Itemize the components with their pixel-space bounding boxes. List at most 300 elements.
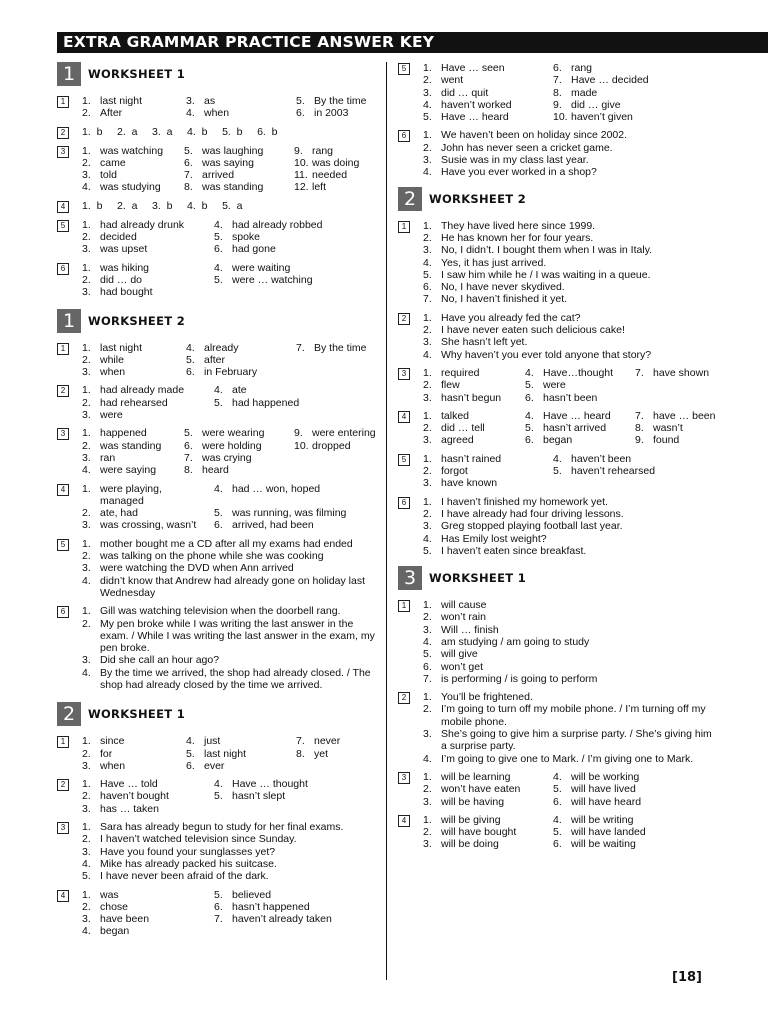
answer-text: arrived (202, 169, 235, 182)
exercise-answers (82, 95, 379, 120)
exercise-number-box: 3 (57, 428, 69, 440)
answer-item (214, 507, 379, 519)
answer-text: spoke (232, 231, 261, 244)
exercise-answers (423, 814, 718, 851)
answer-item (82, 286, 208, 298)
answer-text: had rehearsed (100, 396, 168, 409)
answer-item (82, 735, 180, 747)
answer-number: 6. (525, 434, 534, 447)
answer-item (296, 760, 379, 772)
answer-number: 1. (82, 888, 91, 901)
answer-text: have shown (653, 366, 710, 379)
answer-item (82, 384, 208, 396)
answer-number: 1. (82, 427, 91, 440)
answer-text: arrived, had been (232, 519, 314, 532)
answer-number: 3. (423, 86, 432, 99)
answer-item (553, 838, 718, 850)
answer-number: 4. (214, 384, 223, 397)
answer-text: told (100, 169, 117, 182)
answer-number: 5. (423, 268, 432, 281)
answer-text: needed (312, 169, 348, 182)
answer-item (82, 901, 208, 913)
answer-text: did … tell (441, 422, 485, 435)
answer-item (82, 778, 208, 790)
worksheet-section (398, 187, 718, 557)
answer-item (214, 286, 379, 298)
exercise-number-box: 1 (398, 221, 410, 233)
answer-text: Gill was watching television when the doorbell rang. (100, 605, 341, 618)
answer-item (423, 312, 718, 324)
exercise (57, 342, 379, 379)
answer-item (82, 157, 178, 169)
answer-number: 5. (82, 870, 91, 883)
answer-number (294, 464, 312, 476)
answer-item (553, 99, 718, 111)
answer-text (232, 286, 379, 298)
exercise-number-box: 1 (398, 600, 410, 612)
answer-item (82, 366, 180, 378)
exercise (57, 427, 379, 476)
answer-number: 6. (184, 156, 193, 169)
answer-text: were saying (100, 464, 157, 477)
answer-text: hasn’t arrived (543, 422, 607, 435)
answer-number: 2. (423, 74, 432, 87)
answer-number: 2. (423, 465, 432, 478)
answer-text: has … taken (100, 802, 159, 815)
answer-item (553, 796, 718, 808)
answer-number: 4. (186, 735, 195, 748)
answer-item (82, 274, 208, 286)
answer-number: 1. (82, 261, 91, 274)
answer-item (553, 453, 718, 465)
answer-text: did … give (571, 98, 621, 111)
exercise-answers (423, 62, 718, 123)
answer-item (82, 870, 379, 882)
exercise-answers (423, 129, 718, 178)
answer-text: had already robbed (232, 218, 323, 231)
answer-number: 3. (82, 845, 91, 858)
answer-text: was hiking (100, 261, 150, 274)
exercise-answers (82, 219, 379, 256)
answer-number: 4. (186, 107, 195, 120)
answer-text: ran (100, 451, 116, 464)
answer-number: 7. (423, 293, 432, 306)
answer-text: was (100, 888, 119, 901)
exercise-answers (82, 889, 379, 938)
answer-text: Greg stopped playing football last year. (441, 520, 623, 533)
answer-number: 5. (553, 826, 562, 839)
answer-text: will be working (571, 770, 640, 783)
answer-number: 5. (423, 111, 432, 124)
answer-number: 4. (423, 532, 432, 545)
answer-number: 3. (423, 154, 432, 167)
answer-text: am studying / am going to study (441, 635, 590, 648)
answer-text: were … watching (232, 273, 313, 286)
answer-item (423, 220, 718, 232)
answer-number: 9. (553, 98, 562, 111)
exercise-answers (423, 771, 718, 808)
answer-number: 4. (82, 574, 91, 587)
answer-text: was laughing (202, 144, 264, 157)
answer-text: in 2003 (314, 107, 349, 120)
answer-text: Will … finish (441, 623, 499, 636)
answer-number: 10. (294, 156, 309, 169)
answer-number: 4. (214, 218, 223, 231)
answer-text: Mike has already packed his suitcase. (100, 857, 277, 870)
answer-number: 1. (82, 735, 91, 748)
answer-number: 2. (82, 107, 91, 120)
exercise (57, 483, 379, 532)
answer-number: 6. (186, 759, 195, 772)
answer-text: Have … heard (543, 409, 611, 422)
answer-text: was talking on the phone while she was cooking (100, 550, 324, 563)
answer-number (294, 452, 312, 464)
answer-text: Has Emily lost weight? (441, 532, 547, 545)
answer-text: I saw him while he / I was waiting in a queue. (441, 268, 651, 281)
answer-text: No, I didn’t. I bought them when I was in Italy. (441, 244, 653, 257)
worksheet-heading (57, 309, 379, 333)
answer-number: 3. (423, 838, 432, 851)
answer-number: 2. (82, 833, 91, 846)
answer-text: I’m going to turn off my mobile phone. / I’m turning off my mobile phone. (441, 703, 706, 728)
answer-item (184, 157, 288, 169)
answer-text: never (314, 735, 341, 748)
exercise-answers (82, 778, 379, 815)
answer-item (423, 496, 718, 508)
exercise-answers (82, 735, 379, 772)
answer-item (214, 409, 379, 421)
answer-text: They have lived here since 1999. (441, 219, 596, 232)
answer-number: 5. (184, 144, 193, 157)
answer-number: 1. (82, 778, 91, 791)
exercise (398, 814, 718, 851)
answer-number (214, 286, 232, 298)
answer-number: 5. (214, 507, 223, 520)
answer-item (82, 748, 180, 760)
answer-item (423, 520, 718, 532)
answer-text: won’t rain (441, 611, 486, 624)
exercise (57, 200, 379, 213)
answer-text: By the time (314, 341, 367, 354)
answer-item (296, 107, 379, 119)
exercise-answers (423, 312, 718, 361)
answer-number: 4. (82, 181, 91, 194)
exercise-answers (82, 427, 379, 476)
exercise-number-box: 6 (57, 263, 69, 275)
answer-item (82, 231, 208, 243)
answer-number: 4. (423, 752, 432, 765)
answer-text: were entering (312, 427, 376, 440)
answer-number (214, 925, 232, 937)
exercise-answers (82, 483, 379, 532)
answer-text: rang (312, 144, 334, 157)
exercise-number-box: 5 (57, 539, 69, 551)
answer-text: Have … heard (441, 111, 509, 124)
answer-number: 1. (82, 144, 91, 157)
answer-number (214, 409, 232, 421)
answer-item (82, 889, 208, 901)
answer-text: Why haven’t you ever told anyone that story? (441, 348, 652, 361)
answer-text: Have…thought (543, 366, 614, 379)
answer-item (423, 244, 718, 256)
answer-number: 1. (82, 95, 91, 107)
answer-item (423, 661, 718, 673)
answer-item (525, 422, 629, 434)
answer-text: hasn’t begun (441, 391, 502, 404)
answer-text: is performing / is going to perform (441, 672, 598, 685)
answer-text: already (204, 341, 239, 354)
answer-number: 4. (423, 348, 432, 361)
answer-number: 4. (423, 256, 432, 269)
answer-text: did … do (100, 273, 143, 286)
answer-item (82, 169, 178, 181)
answer-item (423, 477, 547, 489)
answer-text: required (441, 366, 480, 379)
answer-number: 12. (294, 181, 309, 194)
answer-item (525, 379, 629, 391)
answer-number: 6. (553, 62, 562, 74)
answer-number: 1. (423, 495, 432, 508)
answer-item (423, 62, 547, 74)
answer-number: 5. (186, 747, 195, 760)
answer-text: Yes, it has just arrived. (441, 256, 547, 269)
answer-item (214, 790, 379, 802)
worksheet-heading (57, 62, 379, 86)
answer-number: 3. (82, 654, 91, 667)
exercise (398, 129, 718, 178)
exercise (57, 605, 379, 691)
answer-number: 5. (214, 790, 223, 803)
answer-number: 1. (423, 409, 432, 422)
exercise (398, 312, 718, 361)
answer-text: haven’t rehearsed (571, 465, 656, 478)
answer-item (82, 846, 379, 858)
page-title: EXTRA GRAMMAR PRACTICE ANSWER KEY (57, 32, 768, 53)
answer-number: 9. (294, 144, 303, 157)
answer-number: 8. (184, 464, 193, 477)
exercise-number-box: 1 (57, 343, 69, 355)
exercise-number-box: 4 (57, 890, 69, 902)
unit-number-badge: 3 (398, 566, 422, 590)
answer-text: He has known her for four years. (441, 231, 594, 244)
answer-number: 1. (423, 366, 432, 379)
answer-text (232, 803, 379, 815)
answer-item (635, 367, 718, 379)
answer-text: happened (100, 427, 147, 440)
answer-number: 4. (82, 666, 91, 679)
answer-item (82, 427, 178, 439)
exercise-number-box: 3 (57, 146, 69, 158)
answer-text: Sara has already begun to study for her final exams. (100, 821, 344, 834)
answer-text: had gone (232, 243, 276, 256)
answer-text: was standing (202, 181, 264, 194)
exercise-answers (82, 126, 379, 139)
answer-number (296, 366, 314, 378)
answer-number: 4. (186, 341, 195, 354)
answer-item (82, 181, 178, 193)
answer-number: 8. (553, 86, 562, 99)
answer-number: 2. (82, 900, 91, 913)
answer-text: will have landed (571, 826, 646, 839)
answer-number: 7. (184, 451, 193, 464)
answer-text: Have you found your sunglasses yet? (100, 845, 276, 858)
exercise-number-box: 4 (57, 201, 69, 213)
answer-number: 1. (423, 62, 432, 74)
answer-item (423, 410, 519, 422)
answer-text: No, I haven’t finished it yet. (441, 293, 568, 306)
answer-number: 1. (423, 129, 432, 142)
answer-number: 6. (423, 281, 432, 294)
answer-text: didn’t know that Andrew had already gone on holiday last Wednesday (100, 574, 366, 599)
answer-text: will be writing (571, 813, 634, 826)
answer-number: 5. (184, 427, 193, 440)
answer-text: John has never seen a cricket game. (441, 141, 613, 154)
answer-text: will have lived (571, 783, 636, 796)
answer-item (423, 142, 718, 154)
answer-number: 4. (82, 857, 91, 870)
answer-item (214, 231, 379, 243)
exercise (398, 220, 718, 306)
answer-number: 3. (423, 728, 432, 741)
answer-text: were wearing (202, 427, 265, 440)
answer-number: 4. (423, 635, 432, 648)
unit-number-badge: 1 (57, 309, 81, 333)
answer-number (296, 354, 314, 366)
exercise-number-box: 6 (57, 606, 69, 618)
exercise (398, 771, 718, 808)
answer-text: will have heard (571, 795, 642, 808)
answer-number: 2. (423, 141, 432, 154)
answer-text: yet (314, 747, 329, 760)
answer-item (82, 219, 208, 231)
answer-text: Have … told (100, 778, 158, 791)
answer-text: haven’t given (571, 111, 633, 124)
answer-number: 2. (82, 550, 91, 563)
answer-number: 5. (423, 544, 432, 557)
exercise (57, 145, 379, 194)
answer-item (423, 771, 547, 783)
answer-number: 10. (294, 439, 309, 452)
answer-number: 2. (82, 353, 91, 366)
answer-text: last night (100, 341, 143, 354)
exercise (57, 821, 379, 882)
exercise (57, 126, 379, 139)
answer-number: 2. (82, 617, 91, 630)
answer-item (186, 95, 290, 107)
answer-item (82, 858, 379, 870)
answer-number: 3. (423, 434, 432, 447)
answer-item (184, 452, 288, 464)
exercise-answers (82, 538, 379, 599)
answer-number: 4. (553, 813, 562, 826)
exercise-number-box: 6 (398, 497, 410, 509)
answer-text: Have … seen (441, 62, 505, 74)
answer-text: did … quit (441, 86, 489, 99)
worksheet-heading (398, 187, 718, 211)
answer-text: No, I have never skydived. (441, 281, 565, 294)
answer-number: 4. (423, 166, 432, 179)
answer-text: found (653, 434, 680, 447)
answer-text: will be giving (441, 813, 501, 826)
exercise (57, 778, 379, 815)
answer-number: 4. (525, 409, 534, 422)
exercise-number-box: 3 (57, 822, 69, 834)
answer-item (423, 379, 519, 391)
answer-number: 5. (214, 231, 223, 244)
answer-item (214, 219, 379, 231)
answer-text: haven’t been (571, 452, 632, 465)
answer-item (635, 422, 718, 434)
answer-text: made (571, 86, 598, 99)
answer-item (423, 796, 547, 808)
answer-item (423, 838, 547, 850)
answer-item (423, 624, 718, 636)
answer-number: 4. (553, 452, 562, 465)
answer-number (635, 392, 653, 404)
exercise-number-box: 6 (398, 130, 410, 142)
answer-item (296, 95, 379, 107)
exercise-answers (82, 342, 379, 379)
answer-number: 1. (82, 605, 91, 618)
answer-number: 3. (186, 95, 195, 107)
exercise (57, 384, 379, 421)
answer-text: have … been (653, 409, 716, 422)
answer-text: We haven’t been on holiday since 2002. (441, 129, 628, 142)
exercise (398, 599, 718, 685)
answer-text: Did she call an hour ago? (100, 654, 220, 667)
right-column (398, 62, 718, 857)
answer-item (423, 465, 547, 477)
answer-item (423, 422, 519, 434)
answer-item (82, 262, 208, 274)
answer-item (82, 760, 180, 772)
answer-number: 1. (423, 599, 432, 612)
answer-number: 3. (82, 519, 91, 532)
answer-number: 2. (423, 324, 432, 337)
answer-item (423, 257, 718, 269)
answer-item (294, 427, 379, 439)
answer-text: Have … decided (571, 74, 649, 87)
exercise-number-box: 2 (57, 385, 69, 397)
answer-item (82, 833, 379, 845)
answer-item (82, 464, 178, 476)
answer-number: 7. (296, 735, 305, 748)
exercise-answers (82, 200, 379, 213)
answer-item (184, 440, 288, 452)
answer-text: while (100, 353, 124, 366)
answer-number: 2. (423, 826, 432, 839)
answer-number: 2. (423, 422, 432, 435)
exercise (398, 453, 718, 490)
answer-item (423, 232, 718, 244)
answer-number: 7. (635, 409, 644, 422)
answer-number: 3. (423, 623, 432, 636)
answer-text: were holding (202, 439, 262, 452)
worksheet-heading (398, 566, 718, 590)
exercise (57, 735, 379, 772)
answer-text (314, 760, 379, 772)
answer-text: She’s going to give him a surprise party. / She’s giving him a surprise party. (441, 728, 712, 753)
answer-item (423, 611, 718, 623)
worksheet-label: WORKSHEET 1 (88, 67, 185, 81)
answer-item (82, 605, 379, 617)
answer-text: left (312, 181, 327, 194)
answer-number: 1. (423, 813, 432, 826)
answer-text: will be learning (441, 770, 511, 783)
answer-text: mother bought me a CD after all my exams had ended (100, 537, 353, 550)
unit-number-badge: 2 (398, 187, 422, 211)
answer-number: 8. (635, 422, 644, 435)
